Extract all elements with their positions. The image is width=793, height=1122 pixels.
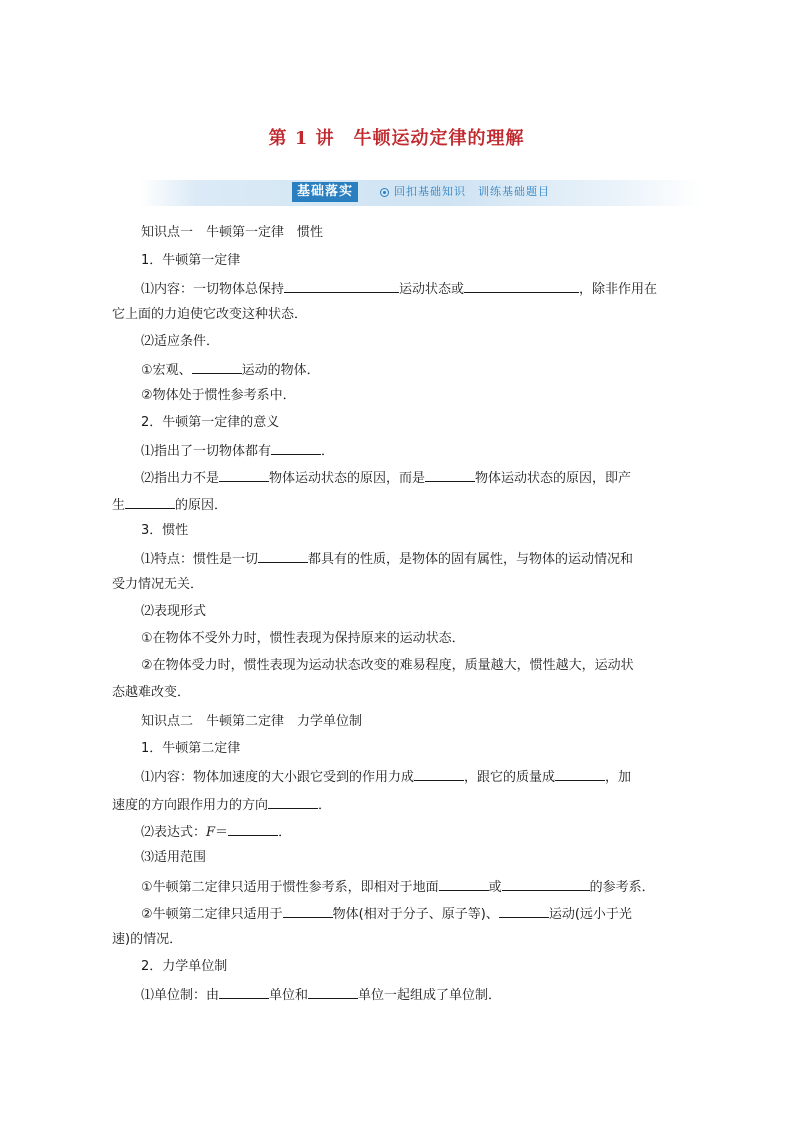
paragraph: 受力情况无关． [112, 577, 204, 592]
section-heading: 知识点一 牛顿第一定律 惯性 [141, 225, 324, 240]
section-banner [140, 180, 702, 206]
fill-blank[interactable] [219, 986, 269, 999]
fill-blank[interactable] [219, 469, 269, 482]
fill-blank[interactable] [192, 361, 242, 374]
fill-blank[interactable] [425, 469, 475, 482]
item-heading: 1．牛顿第二定律 [141, 741, 241, 756]
paragraph: 速)的情况． [112, 932, 183, 947]
paragraph: 速度的方向跟作用力的方向 ． [112, 798, 332, 813]
paragraph: ⑴指出了一切物体都有 ． [141, 444, 335, 459]
fill-blank[interactable] [555, 768, 605, 781]
fill-blank[interactable] [283, 905, 333, 918]
paragraph: ⑵适应条件． [141, 334, 220, 349]
paragraph: ①在物体不受外力时，惯性表现为保持原来的运动状态． [141, 631, 465, 646]
paragraph: ①牛顿第二定律只适用于惯性参考系，即相对于地面 或 的参考系． [141, 880, 655, 895]
fill-blank[interactable] [439, 878, 489, 891]
target-icon [380, 188, 389, 197]
page-title: 第 1 讲 牛顿运动定律的理解 [268, 128, 525, 149]
banner-subtitle: 回扣基础知识 训练基础题目 [394, 185, 550, 198]
fill-blank[interactable] [499, 905, 549, 918]
paragraph: ⑵表达式：F＝ ． [141, 825, 292, 840]
paragraph: ⑵表现形式 [141, 604, 207, 619]
formula-variable: F [206, 825, 216, 840]
paragraph: ①宏观、 运动的物体． [141, 363, 320, 378]
paragraph: ②在物体受力时，惯性表现为运动状态改变的难易程度，质量越大，惯性越大，运动状 [141, 658, 634, 673]
fill-blank[interactable] [125, 496, 175, 509]
paragraph: ⑴单位制：由 单位和 单位一起组成了单位制． [141, 988, 502, 1003]
item-heading: 2．牛顿第一定律的意义 [141, 415, 280, 430]
fill-blank[interactable] [414, 768, 464, 781]
fill-blank[interactable] [308, 986, 358, 999]
item-heading: 1．牛顿第一定律 [141, 253, 241, 268]
paragraph: ②物体处于惯性参考系中． [141, 388, 296, 403]
paragraph: ⑴特点：惯性是一切 都具有的性质，是物体的固有属性，与物体的运动情况和 [141, 552, 634, 567]
section-heading: 知识点二 牛顿第二定律 力学单位制 [141, 714, 363, 729]
fill-blank[interactable] [268, 796, 318, 809]
paragraph: ⑴内容：一切物体总保持 运动状态或 ，除非作用在 [141, 282, 658, 297]
banner-tag: 基础落实 [292, 182, 358, 202]
item-heading: 3．惯性 [141, 523, 189, 538]
paragraph: ⑴内容：物体加速度的大小跟它受到的作用力成 ，跟它的质量成 ，加 [141, 770, 632, 785]
fill-blank[interactable] [258, 550, 308, 563]
paragraph: 它上面的力迫使它改变这种状态． [112, 307, 308, 322]
paragraph: ⑵指出力不是 物体运动状态的原因，而是 物体运动状态的原因，即产 [141, 471, 632, 486]
paragraph: 生 的原因． [112, 498, 228, 513]
fill-blank[interactable] [502, 878, 590, 891]
fill-blank[interactable] [228, 823, 278, 836]
fill-blank[interactable] [271, 442, 321, 455]
fill-blank[interactable] [464, 280, 579, 293]
paragraph: ②牛顿第二定律只适用于 物体(相对于分子、原子等)、 运动(远小于光 [141, 907, 632, 922]
paragraph: ⑶适用范围 [141, 850, 207, 865]
item-heading: 2．力学单位制 [141, 959, 228, 974]
paragraph: 态越难改变． [112, 685, 191, 700]
fill-blank[interactable] [284, 280, 399, 293]
